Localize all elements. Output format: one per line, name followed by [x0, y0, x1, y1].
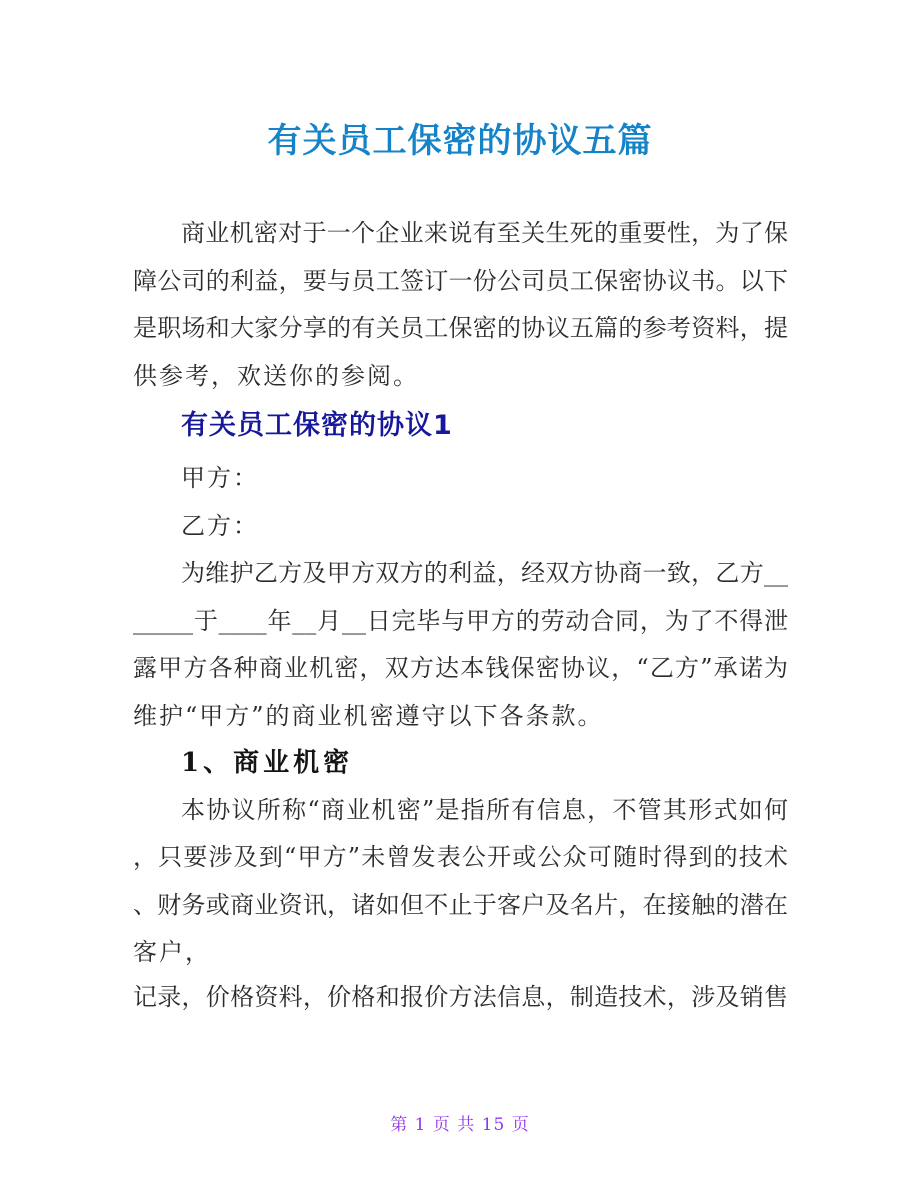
clause1-line-1: 本协议所称“商业机密”是指所有信息，不管其形式如何: [181, 796, 788, 824]
clause1-line-5: 记录，价格资料，价格和报价方法信息，制造技术，涉及销售: [133, 983, 788, 1011]
clause1-heading: 1、商业机密: [181, 748, 354, 778]
section1-heading: 有关员工保密的协议1: [181, 410, 453, 441]
party-b-label: 乙方：: [181, 512, 259, 540]
opening-line-1: 为维护乙方及甲方双方的利益，经双方协商一致，乙方__: [181, 559, 788, 587]
page-number-footer: 第 1 页 共 15 页: [390, 1115, 530, 1135]
intro-line-2: 障公司的利益，要与员工签订一份公司员工保密协议书。以下: [133, 267, 788, 295]
intro-line-3: 是职场和大家分享的有关员工保密的协议五篇的参考资料，提: [133, 314, 788, 342]
clause1-line-2: ，只要涉及到“甲方”未曾发表公开或公众可随时得到的技术: [133, 843, 788, 871]
party-a-label: 甲方：: [181, 464, 259, 492]
opening-line-2: _____于____年__月__日完毕与甲方的劳动合同，为了不得泄: [133, 607, 788, 635]
intro-line-4: 供参考，欢送你的参阅。: [133, 362, 419, 390]
document-title: 有关员工保密的协议五篇: [267, 121, 653, 161]
intro-line-1: 商业机密对于一个企业来说有至关生死的重要性，为了保: [181, 219, 788, 247]
opening-line-4: 维护“甲方”的商业机密遵守以下各条款。: [133, 702, 604, 730]
opening-line-3: 露甲方各种商业机密，双方达本钱保密协议，“乙方”承诺为: [133, 654, 788, 682]
clause1-line-3: 、财务或商业资讯，诸如但不止于客户及名片，在接触的潜在: [133, 891, 788, 919]
clause1-line-4: 客户，: [133, 938, 211, 966]
